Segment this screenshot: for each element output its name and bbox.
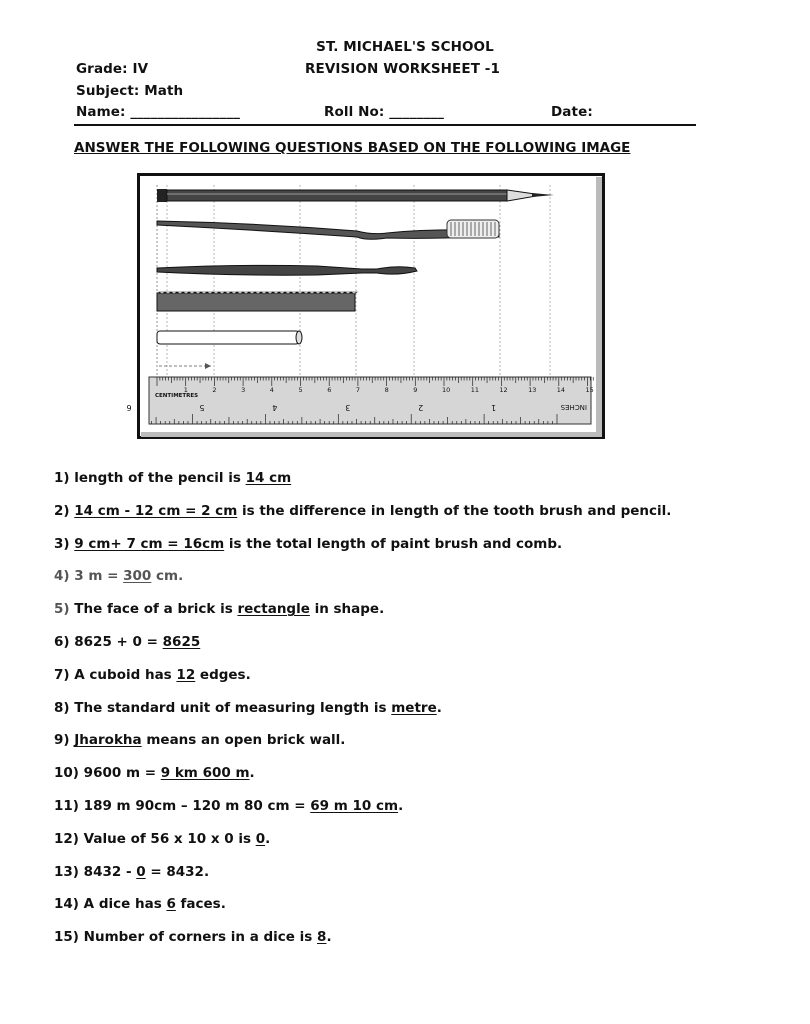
date-field: Date: <box>551 104 593 120</box>
question-item <box>54 568 183 584</box>
ruler-cm-tick-label: 1 <box>183 386 188 394</box>
question-text-end: is the difference in length of the tooth brush and pencil. <box>237 502 672 519</box>
question-text-end: faces. <box>175 896 226 913</box>
question-number: 11) <box>54 798 84 814</box>
ruler-inch-tick-label: 1 <box>491 403 497 412</box>
answer-text: 8 <box>317 929 327 946</box>
question-item <box>54 929 332 945</box>
question-text: 3 m = <box>74 568 124 585</box>
ruler-cm-tick-label: 6 <box>327 386 332 394</box>
question-item <box>54 831 270 847</box>
answer-text: metre <box>391 699 437 716</box>
ruler-inch-tick-label: 4 <box>272 403 278 412</box>
question-number: 5) <box>54 601 75 618</box>
question-text-end: . <box>326 929 332 946</box>
question-number: 3) <box>54 535 75 552</box>
question-text-end: edges. <box>195 666 251 683</box>
ruler-cm-tick-label: 9 <box>413 386 418 394</box>
question-number: 15) <box>54 929 84 946</box>
question-text-end: . <box>436 699 442 716</box>
pencil-image <box>157 189 554 202</box>
question-item <box>54 667 251 683</box>
answer-text: Jharokha <box>74 732 142 749</box>
question-number: 10) <box>54 765 84 782</box>
question-text-end: is the total length of paint brush and comb. <box>224 535 563 552</box>
worksheet-title: REVISION WORKSHEET -1 <box>305 61 501 77</box>
question-item <box>54 536 562 552</box>
answer-text: 8625 <box>162 634 201 650</box>
answer-text: 14 cm <box>245 470 292 486</box>
ruler-cm-tick-label: 14 <box>556 386 566 394</box>
name-field: Name: ________________ <box>76 104 240 120</box>
question-text: 9600 m = <box>83 765 161 782</box>
question-number: 8) <box>54 699 75 716</box>
ruler-cm-tick-label: 11 <box>470 386 479 394</box>
question-text-end: . <box>265 830 271 847</box>
question-item <box>54 896 226 912</box>
ruler-cm-tick-label: 13 <box>528 386 537 394</box>
question-text: 189 m 90cm – 120 m 80 cm = <box>83 798 311 814</box>
question-number: 2) <box>54 502 75 519</box>
ruler-cm-tick-label: 8 <box>384 386 389 394</box>
question-text: 8432 - <box>83 863 137 880</box>
measurement-figure <box>126 173 605 439</box>
subject-label: Subject: Math <box>76 83 184 99</box>
answer-text: 0 <box>136 863 146 880</box>
question-item <box>54 503 671 519</box>
question-item <box>54 601 384 617</box>
answer-text: 9 km 600 m <box>160 765 250 782</box>
question-number: 6) <box>54 634 75 650</box>
ruler-cm-tick-label: 7 <box>355 386 361 394</box>
ruler-cm-tick-label: 4 <box>269 386 274 394</box>
ruler-cm-label: CENTIMETRES <box>155 393 199 399</box>
question-text-end: . <box>249 765 255 782</box>
question-item <box>54 470 291 486</box>
ruler-inch-tick-label: 3 <box>345 403 351 412</box>
question-number: 7) <box>54 666 75 683</box>
ruler-cm-tick-label: 10 <box>442 386 451 394</box>
answer-text: 0 <box>255 830 266 847</box>
question-item <box>54 732 345 748</box>
question-text-end: = 8432. <box>145 863 210 880</box>
instruction-heading: ANSWER THE FOLLOWING QUESTIONS BASED ON THE FOLLOWING IMAGE <box>74 140 631 156</box>
answer-text: 300 <box>123 568 152 585</box>
answer-text: 14 cm - 12 cm = 2 cm <box>74 502 238 519</box>
question-item <box>54 765 255 781</box>
header-divider <box>74 124 696 126</box>
question-text: The standard unit of measuring length is <box>74 699 392 716</box>
comb-image <box>157 292 357 311</box>
question-text-end: means an open brick wall. <box>141 732 346 749</box>
ruler-cm-tick-label: 2 <box>212 386 217 394</box>
question-text: 8625 + 0 = <box>74 634 163 650</box>
question-number: 9) <box>54 732 75 749</box>
ruler-inch-tick-label: 6 <box>126 403 132 412</box>
answer-text: 9 cm+ 7 cm = 16cm <box>74 535 225 552</box>
question-text-end: in shape. <box>309 601 385 618</box>
question-text: The face of a brick is <box>74 601 238 618</box>
question-text: A cuboid has <box>74 666 177 683</box>
question-number: 13) <box>54 863 84 880</box>
answer-text: 69 m 10 cm <box>310 798 399 814</box>
question-item <box>54 700 442 716</box>
question-text-end: cm. <box>151 568 184 585</box>
ruler-cm-tick-label: 15 <box>585 386 594 394</box>
ruler-inch-tick-label: 5 <box>199 403 205 412</box>
question-number: 14) <box>54 896 84 913</box>
school-name: ST. MICHAEL'S SCHOOL <box>316 39 494 55</box>
question-number: 12) <box>54 830 84 847</box>
roll-number-field: Roll No: ________ <box>324 104 444 120</box>
question-number: 1) <box>54 470 75 486</box>
question-item <box>54 798 403 814</box>
grade-label: Grade: IV <box>76 61 149 77</box>
ruler-image <box>127 377 594 424</box>
ruler-inch-label: INCHES <box>560 403 587 411</box>
question-text: length of the pencil is <box>74 470 246 486</box>
answer-text: 12 <box>176 666 196 683</box>
question-text-end: . <box>398 798 404 814</box>
eraser-image <box>157 331 302 344</box>
ruler-cm-tick-label: 5 <box>298 386 303 394</box>
question-item <box>54 634 200 650</box>
ruler-cm-tick-label: 3 <box>241 386 246 394</box>
question-item <box>54 864 209 880</box>
question-text: Value of 56 x 10 x 0 is <box>83 830 256 847</box>
question-text: A dice has <box>83 896 167 913</box>
answer-text: 6 <box>166 896 176 913</box>
ruler-inch-tick-label: 2 <box>418 403 424 412</box>
question-number: 4) <box>54 568 75 585</box>
answer-text: rectangle <box>237 601 310 618</box>
question-text: Number of corners in a dice is <box>83 929 318 946</box>
ruler-cm-tick-label: 12 <box>499 386 508 394</box>
